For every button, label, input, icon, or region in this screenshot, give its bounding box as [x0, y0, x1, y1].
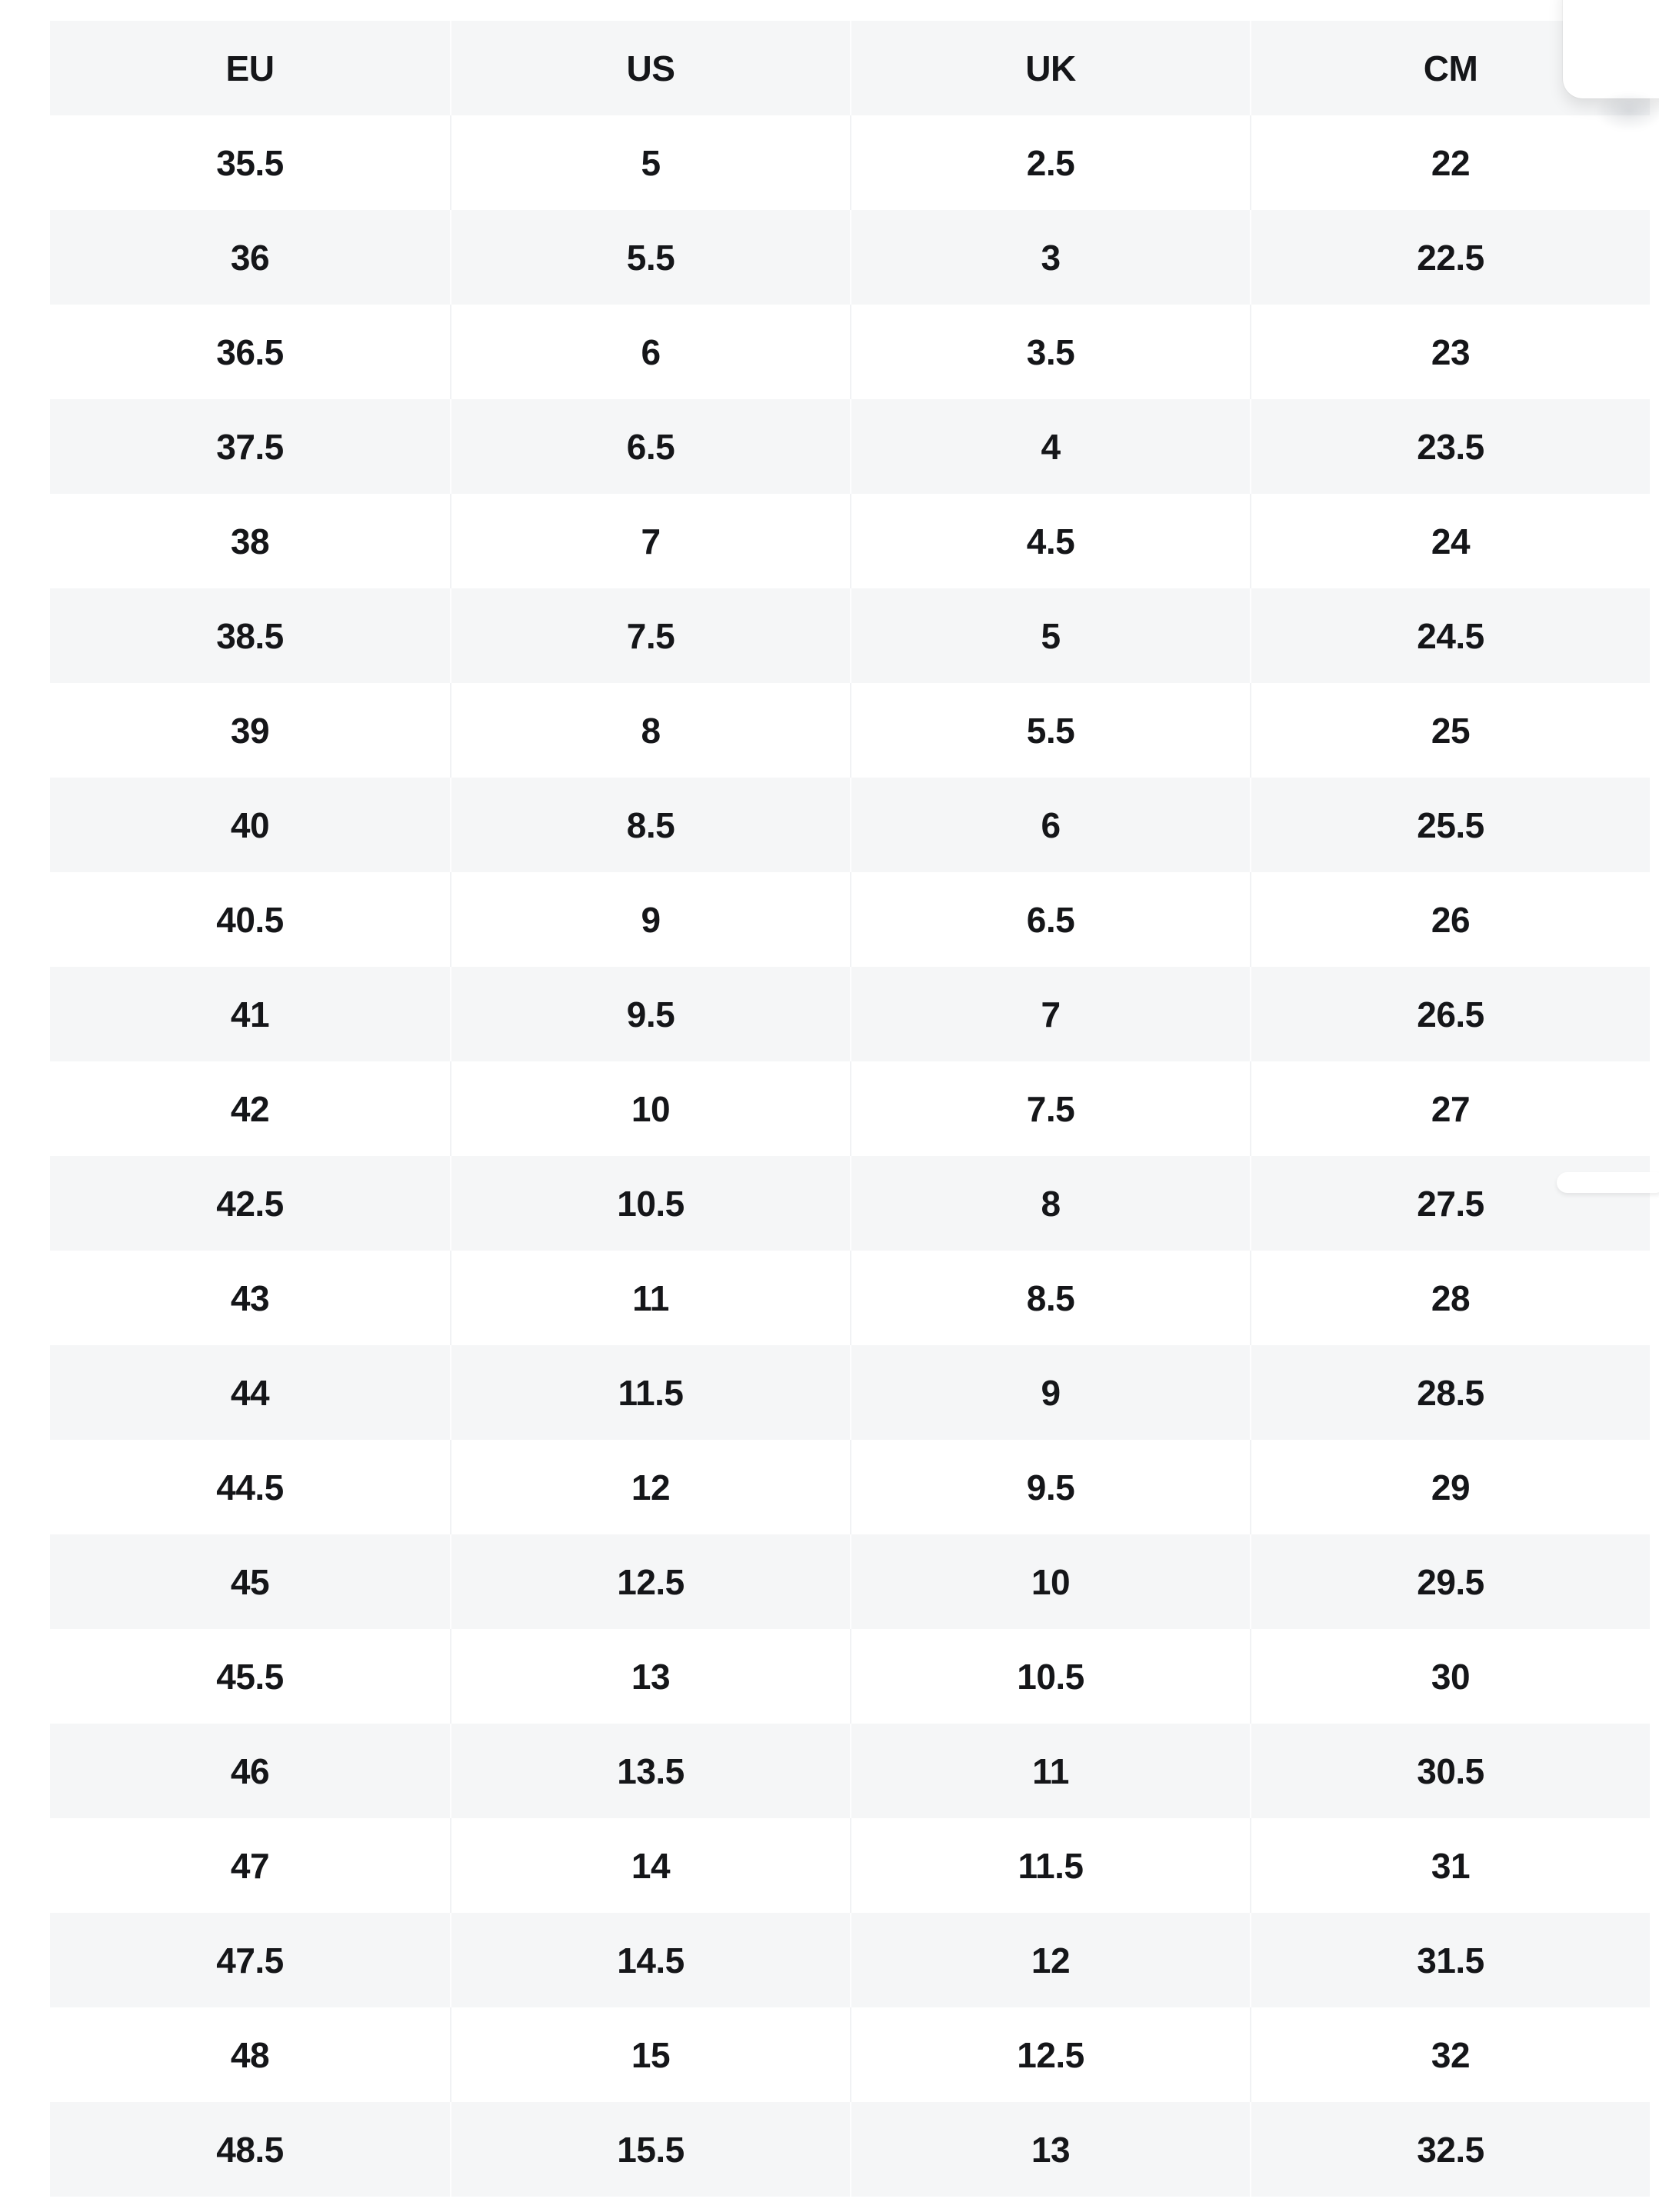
table-cell: 8.5: [850, 1251, 1250, 1345]
table-cell: 6.5: [450, 399, 850, 494]
table-row: [50, 683, 1650, 778]
table-row: [50, 494, 1650, 588]
table-cell: 12.5: [450, 1534, 850, 1629]
table-cell: 4: [850, 399, 1250, 494]
table-row: [50, 967, 1650, 1061]
floating-card-shadow-blob: [1581, 85, 1659, 138]
table-cell: 31: [1250, 1818, 1650, 1913]
table-cell: 40: [230, 805, 270, 845]
table-cell: 10.5: [450, 1156, 850, 1251]
table-cell: 46: [230, 1751, 270, 1791]
table-cell: 5.5: [450, 210, 850, 305]
table-cell: 14.5: [450, 1913, 850, 2007]
table-row: [50, 210, 1650, 305]
table-cell: 10.5: [850, 1629, 1250, 1724]
table-row: [50, 872, 1650, 967]
table-row: [50, 1724, 1650, 1818]
table-cell: 11: [450, 1251, 850, 1345]
table-cell: 13: [850, 2102, 1250, 2197]
table-row: [50, 2007, 1650, 2102]
table-row: [50, 1913, 1650, 2007]
table-body: [50, 115, 1650, 2197]
table-cell: 43: [230, 1278, 270, 1318]
table-cell: 27: [1250, 1061, 1650, 1156]
table-cell: 13.5: [450, 1724, 850, 1818]
table-row: [50, 1534, 1650, 1629]
table-cell: 12: [450, 1440, 850, 1534]
table-cell: 7: [450, 494, 850, 588]
table-cell: 8.5: [450, 778, 850, 872]
table-cell: 15: [450, 2007, 850, 2102]
table-cell: 15.5: [450, 2102, 850, 2197]
table-cell: 6.5: [850, 872, 1250, 967]
table-cell: 47.5: [216, 1940, 284, 1980]
table-cell: 7: [850, 967, 1250, 1061]
table-cell: 40.5: [216, 899, 284, 940]
table-cell: 12: [850, 1913, 1250, 2007]
table-cell: 38.5: [216, 615, 284, 656]
table-cell: 22.5: [1250, 210, 1650, 305]
table-cell: 5: [450, 115, 850, 210]
table-cell: 6: [450, 305, 850, 399]
table-cell: 5: [850, 588, 1250, 683]
header-cell-uk: UK: [850, 21, 1250, 115]
table-row: [50, 1345, 1650, 1440]
table-cell: 7.5: [850, 1061, 1250, 1156]
table-cell: 24: [1250, 494, 1650, 588]
table-cell: 6: [850, 778, 1250, 872]
table-row: [50, 399, 1650, 494]
table-cell: 26.5: [1250, 967, 1650, 1061]
table-cell: 47: [230, 1845, 270, 1886]
table-cell: 9.5: [850, 1440, 1250, 1534]
table-row: [50, 1440, 1650, 1534]
table-cell: 41: [230, 994, 270, 1034]
table-cell: 30.5: [1250, 1724, 1650, 1818]
table-cell: 11: [850, 1724, 1250, 1818]
table-cell: 22: [1250, 115, 1650, 210]
table-row: [50, 1818, 1650, 1913]
table-cell: 32.5: [1250, 2102, 1650, 2197]
table-cell: 11.5: [450, 1345, 850, 1440]
table-cell: 38: [230, 521, 270, 561]
table-cell: 9.5: [450, 967, 850, 1061]
table-row: [50, 588, 1650, 683]
table-cell: 4.5: [850, 494, 1250, 588]
table-cell: 9: [850, 1345, 1250, 1440]
table-cell: 32: [1250, 2007, 1650, 2102]
table-cell: 42: [230, 1088, 270, 1129]
table-cell: 25: [1250, 683, 1650, 778]
table-row: [50, 1061, 1650, 1156]
table-cell: 14: [450, 1818, 850, 1913]
table-cell: 9: [450, 872, 850, 967]
table-row: [50, 778, 1650, 872]
table-cell: 8: [850, 1156, 1250, 1251]
table-cell: 29: [1250, 1440, 1650, 1534]
table-cell: 36: [230, 237, 270, 278]
floating-pill: [1557, 1172, 1659, 1193]
table-header-row: [50, 21, 1650, 115]
table-cell: 36.5: [216, 331, 284, 372]
table-cell: 31.5: [1250, 1913, 1650, 2007]
table-cell: 27.5: [1250, 1156, 1650, 1251]
table-cell: 3.5: [850, 305, 1250, 399]
table-cell: 26: [1250, 872, 1650, 967]
table-cell: 30: [1250, 1629, 1650, 1724]
header-cell-cm: CM: [1250, 21, 1650, 115]
table-row: [50, 1629, 1650, 1724]
table-cell: 28: [1250, 1251, 1650, 1345]
table-cell: 25.5: [1250, 778, 1650, 872]
table-cell: 37.5: [216, 426, 284, 467]
table-row: [50, 1156, 1650, 1251]
table-cell: 23.5: [1250, 399, 1650, 494]
table-cell: 13: [450, 1629, 850, 1724]
table-cell: 23: [1250, 305, 1650, 399]
table-cell: 35.5: [216, 142, 284, 183]
table-cell: 48: [230, 2034, 270, 2075]
table-row: [50, 1251, 1650, 1345]
floating-card[interactable]: [1563, 0, 1659, 98]
table-cell: 3: [850, 210, 1250, 305]
table-row: [50, 305, 1650, 399]
table-row: [50, 115, 1650, 210]
table-cell: 44.5: [216, 1467, 284, 1507]
size-conversion-table: [50, 21, 1650, 2197]
table-cell: 44: [230, 1372, 270, 1413]
header-cell-eu: EU: [225, 48, 275, 88]
table-cell: 29.5: [1250, 1534, 1650, 1629]
table-cell: 24.5: [1250, 588, 1650, 683]
table-cell: 11.5: [850, 1818, 1250, 1913]
table-row: [50, 2102, 1650, 2197]
table-cell: 5.5: [850, 683, 1250, 778]
table-cell: 10: [450, 1061, 850, 1156]
table-cell: 45: [230, 1561, 270, 1602]
table-cell: 10: [850, 1534, 1250, 1629]
table-cell: 8: [450, 683, 850, 778]
header-cell-us: US: [450, 21, 850, 115]
table-cell: 12.5: [850, 2007, 1250, 2102]
table-cell: 28.5: [1250, 1345, 1650, 1440]
table-cell: 7.5: [450, 588, 850, 683]
table-cell: 48.5: [216, 2129, 284, 2170]
table-cell: 2.5: [850, 115, 1250, 210]
table-cell: 42.5: [216, 1183, 284, 1224]
table-cell: 45.5: [216, 1656, 284, 1697]
table-cell: 39: [230, 710, 270, 751]
